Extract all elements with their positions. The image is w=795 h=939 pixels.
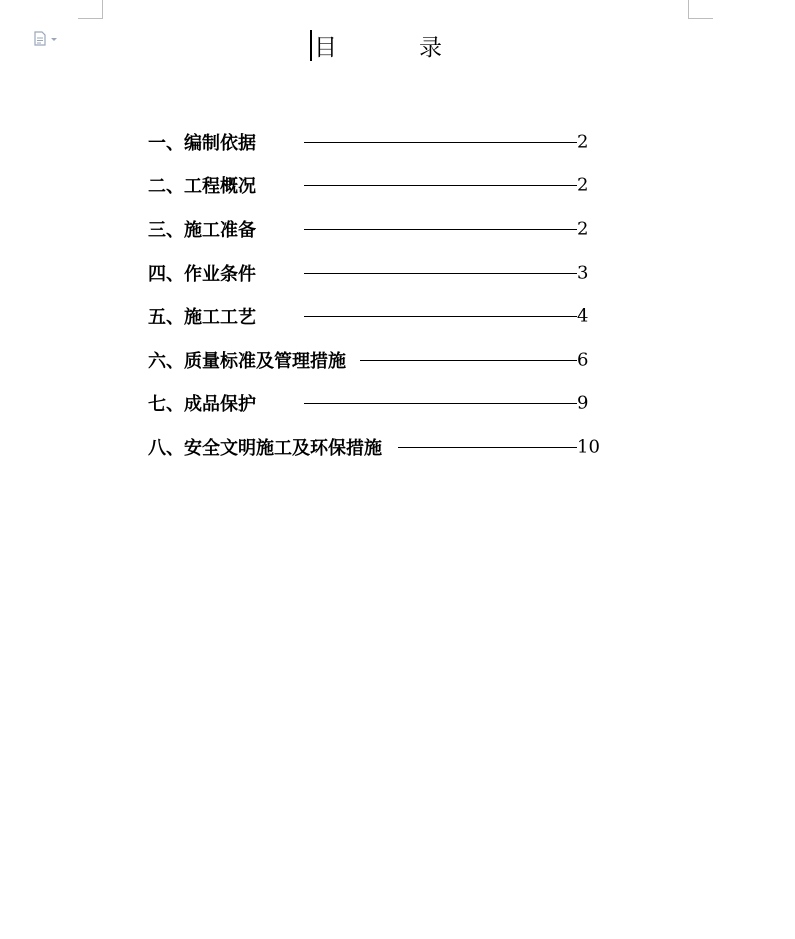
text-cursor	[310, 30, 312, 61]
toc-entry[interactable]	[148, 120, 598, 164]
title-char-2: 录	[419, 34, 442, 61]
toc-entry[interactable]	[148, 164, 598, 208]
toc-entry-label: 七、成品保护	[148, 394, 256, 416]
toc-leader-line	[398, 447, 577, 448]
title-char-1: 目	[314, 34, 337, 61]
toc-entry-label: 三、施工准备	[148, 219, 256, 241]
toc-entry-label: 四、作业条件	[148, 263, 256, 285]
toc-leader-line	[304, 316, 577, 317]
toc-leader-line	[304, 403, 577, 404]
toc-entry-page-number: 3	[577, 262, 589, 284]
toc-leader-line	[360, 360, 577, 361]
toc-entry-page-number: 9	[577, 392, 589, 414]
toc-entry-label: 一、编制依据	[148, 132, 256, 154]
toc-entry-label: 六、质量标准及管理措施	[148, 350, 346, 372]
chevron-down-icon	[51, 38, 57, 41]
toc-leader-line	[304, 273, 577, 274]
toc-entry-label: 五、施工工艺	[148, 307, 256, 329]
toc-leader-line	[304, 185, 577, 186]
document-menu-button[interactable]	[34, 31, 57, 46]
toc-leader-line	[304, 142, 577, 143]
toc-entry[interactable]	[148, 251, 598, 295]
toc-entry-label: 八、安全文明施工及环保措施	[148, 437, 382, 459]
table-of-contents	[148, 120, 598, 469]
toc-entry-page-number: 10	[577, 436, 600, 458]
toc-leader-line	[304, 229, 577, 230]
toc-entry-label: 二、工程概况	[148, 176, 256, 198]
toc-entry-page-number: 2	[577, 218, 589, 240]
toc-entry-page-number: 4	[577, 305, 589, 327]
toc-entry-page-number: 2	[577, 131, 589, 153]
page-title	[310, 29, 442, 61]
toc-entry-page-number: 6	[577, 349, 589, 371]
crop-mark-top-right	[688, 0, 713, 19]
toc-entry[interactable]	[148, 207, 598, 251]
toc-entry[interactable]	[148, 382, 598, 426]
toc-entry[interactable]	[148, 425, 598, 469]
toc-entry[interactable]	[148, 338, 598, 382]
document-icon	[34, 31, 46, 46]
toc-entry-page-number: 2	[577, 174, 589, 196]
crop-mark-top-left	[78, 0, 103, 19]
toc-entry[interactable]	[148, 294, 598, 338]
